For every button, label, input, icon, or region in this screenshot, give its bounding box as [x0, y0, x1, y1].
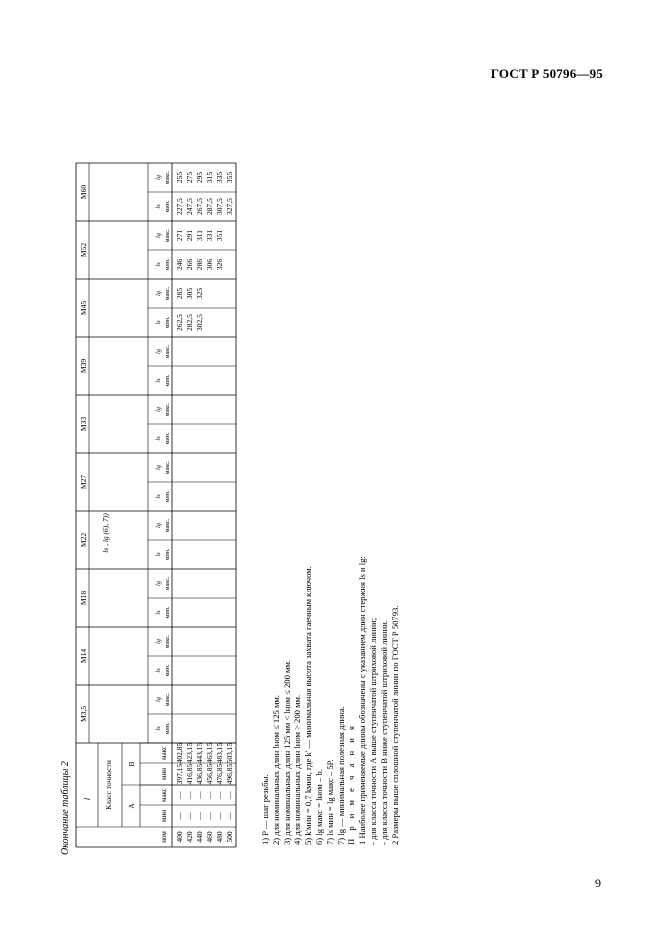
size-header: М14	[79, 648, 88, 664]
row-a-min: —	[175, 812, 184, 820]
row-ls-value: 307,5	[215, 198, 224, 215]
row-nom: 480	[215, 831, 224, 843]
ls-min-label: мин.	[164, 490, 171, 503]
max-label: макс	[160, 788, 168, 802]
row-ls-value: 286	[195, 258, 204, 271]
row-nom: 400	[175, 831, 184, 843]
lg-max-label: макс.	[164, 518, 171, 533]
row-lg-value: 311	[195, 230, 204, 241]
ls-sub: ls	[155, 552, 162, 557]
footnote: 2) для номинальных длин lном ≤ 125 мм.	[270, 695, 281, 845]
footnote: 1) P — шаг резьбы.	[260, 774, 270, 845]
row-lg-value: 275	[185, 171, 194, 184]
lg-max-label: макс.	[164, 634, 171, 649]
ls-min-label: мин.	[164, 722, 171, 735]
row-b-max: 423,15	[185, 742, 194, 764]
row-ls-value: 327,5	[225, 198, 234, 215]
row-a-max: —	[215, 791, 224, 799]
row-a-min: —	[205, 812, 214, 820]
row-lg-value: 305	[185, 287, 194, 300]
row-lg-value: 355	[225, 171, 234, 184]
size-header: М60	[79, 184, 88, 200]
lg-max-label: макс.	[164, 170, 171, 185]
size-header: М39	[79, 358, 88, 374]
ls-lg-label: ls , lg (6), 7))	[101, 513, 110, 553]
class-a-label: А	[127, 803, 136, 809]
page-number: 9	[595, 876, 601, 890]
ls-sub: ls	[155, 378, 162, 383]
data-table	[60, 95, 260, 855]
lg-sub: lg	[155, 580, 162, 587]
row-ls-value: 326	[215, 258, 224, 271]
row-lg-value: 325	[195, 287, 204, 300]
row-b-max: 483,15	[215, 742, 224, 764]
lg-sub: lg	[155, 232, 162, 239]
row-ls-value: 267,5	[195, 198, 204, 215]
row-b-max: 503,15	[225, 742, 234, 764]
row-ls-value: 287,5	[205, 198, 214, 215]
lg-sub: lg	[155, 638, 162, 645]
ls-min-label: мин.	[164, 664, 171, 677]
min-label: мин	[160, 810, 168, 822]
row-a-min: —	[195, 812, 204, 820]
row-b-min: 496,85	[225, 763, 234, 785]
lg-sub: lg	[155, 290, 162, 297]
row-nom: 500	[225, 831, 234, 843]
ls-sub: ls	[155, 204, 162, 209]
ls-sub: ls	[155, 262, 162, 267]
ls-sub: ls	[155, 494, 162, 499]
max-label: макс	[160, 746, 168, 760]
row-a-max: —	[185, 791, 194, 799]
row-ls-value: 262,5	[175, 314, 184, 331]
size-header: М3,5	[79, 705, 88, 723]
rotated-table-block	[60, 95, 620, 855]
row-b-max: 402,85	[175, 742, 184, 764]
lg-max-label: макс.	[164, 344, 171, 359]
ls-min-label: мин.	[164, 316, 171, 329]
note-line: 1 Наиболее применяемые длины обозначены с указанием длин стержня ls и lg:	[357, 556, 368, 845]
class-label: Класс точности	[104, 760, 113, 810]
footnote: 6) lg макс = lном – b.	[313, 769, 324, 845]
ls-min-label: мин.	[164, 432, 171, 445]
row-b-max: 463,15	[205, 742, 214, 764]
row-a-max: —	[225, 791, 234, 799]
ls-min-label: мин.	[164, 374, 171, 387]
size-header: М52	[79, 242, 88, 258]
nom-label: ном	[160, 831, 168, 843]
row-ls-value: 302,5	[195, 314, 204, 331]
lg-max-label: макс.	[164, 402, 171, 417]
row-lg-value: 295	[195, 171, 204, 184]
class-b-label: В	[127, 761, 136, 767]
row-lg-value: 285	[175, 287, 184, 300]
footnote: 4) для номинальных длин lном > 200 мм.	[292, 694, 303, 845]
row-lg-value: 291	[185, 229, 194, 242]
row-a-max: —	[195, 791, 204, 799]
row-a-min: —	[185, 812, 194, 820]
ls-sub: ls	[155, 610, 162, 615]
ls-min-label: мин.	[164, 200, 171, 213]
row-b-max: 443,15	[195, 742, 204, 764]
row-ls-value: 227,5	[175, 198, 184, 215]
footnote: 5) k'мин = 0,7 kмин, где k' — минимальная высота захвата гаечным ключом.	[303, 566, 314, 845]
row-a-min: —	[215, 812, 224, 820]
row-lg-value: 351	[215, 229, 224, 242]
ls-min-label: мин.	[164, 606, 171, 619]
row-lg-value: 271	[175, 229, 184, 242]
row-b-min: 476,85	[215, 763, 224, 785]
row-nom: 420	[185, 831, 194, 843]
table-caption: Окончание таблицы 2	[60, 761, 71, 855]
lg-sub: lg	[155, 348, 162, 355]
notes-block	[260, 105, 400, 845]
ls-sub: ls	[155, 668, 162, 673]
lg-sub: lg	[155, 174, 162, 181]
size-header: М18	[79, 590, 88, 606]
lg-sub: lg	[155, 522, 162, 529]
lg-max-label: макс.	[164, 692, 171, 707]
footnote: 7) ls мин = lg макс – 5P.	[324, 759, 335, 845]
l-label: l	[83, 797, 92, 801]
size-header: М22	[79, 532, 88, 548]
row-lg-value: 255	[175, 171, 184, 184]
row-lg-value: 315	[205, 171, 214, 184]
footnote: 7) lg — минимальная полезная длина.	[335, 706, 346, 845]
row-b-min: 456,85	[205, 763, 214, 785]
size-header: М27	[79, 474, 88, 490]
lg-sub: lg	[155, 406, 162, 413]
lg-max-label: макс.	[164, 576, 171, 591]
row-b-min: 416,85	[185, 763, 194, 785]
ls-sub: ls	[155, 726, 162, 731]
standard-header: ГОСТ Р 50796—95	[490, 66, 603, 81]
row-ls-value: 246	[175, 258, 184, 271]
row-ls-value: 306	[205, 258, 214, 271]
row-a-max: —	[205, 791, 214, 799]
lg-sub: lg	[155, 696, 162, 703]
row-a-max: —	[175, 791, 184, 799]
row-lg-value: 335	[215, 171, 224, 184]
size-header: М45	[79, 300, 88, 316]
ls-min-label: мин.	[164, 548, 171, 561]
lg-sub: lg	[155, 464, 162, 471]
row-ls-value: 282,5	[185, 314, 194, 331]
size-header: М33	[79, 416, 88, 432]
row-nom: 440	[195, 831, 204, 843]
row-a-min: —	[225, 812, 234, 820]
note-line: - для класса точности А выше ступенчатой штриховой линии;	[367, 617, 378, 845]
row-nom: 460	[205, 831, 214, 843]
min-label: мин	[160, 768, 168, 780]
row-b-min: 436,85	[195, 763, 204, 785]
ls-sub: ls	[155, 436, 162, 441]
note-line: - для класса точности В ниже ступенчатой штриховой линии.	[378, 620, 389, 845]
row-b-min: 397,15	[175, 763, 184, 785]
row-ls-value: 247,5	[185, 198, 194, 215]
lg-max-label: макс.	[164, 460, 171, 475]
row-ls-value: 266	[185, 258, 194, 271]
ls-sub: ls	[155, 320, 162, 325]
row-lg-value: 331	[205, 229, 214, 242]
ls-min-label: мин.	[164, 258, 171, 271]
lg-max-label: макс.	[164, 228, 171, 243]
lg-max-label: макс.	[164, 286, 171, 301]
notes-title: П р и м е ч а н и я	[346, 723, 357, 845]
note-line: 2 Размеры выше сплошной ступенчатой линии по ГОСТ Р 50793.	[389, 605, 400, 845]
footnote: 3) для номинальных длин 125 мм < lном ≤ 200 мм.	[281, 659, 292, 845]
